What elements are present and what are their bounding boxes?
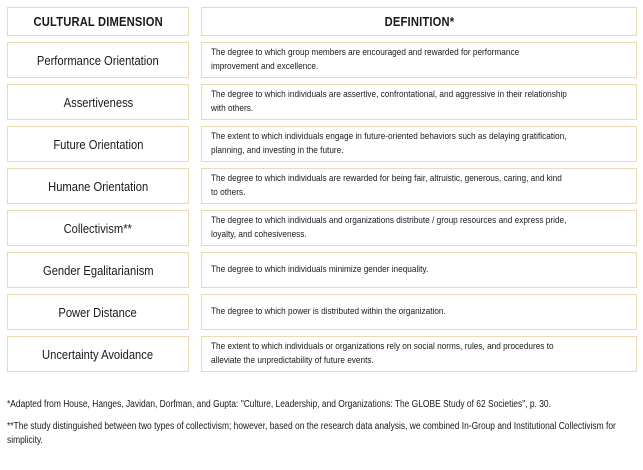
definition-text: The degree to which group members are encouraged and rewarded for performance improvement and excellence. bbox=[211, 47, 520, 72]
definition-cell bbox=[201, 42, 637, 78]
definition-text: The degree to which power is distributed within the organization. bbox=[211, 306, 446, 317]
table-row bbox=[7, 168, 637, 204]
table-row bbox=[7, 126, 637, 162]
table-row bbox=[7, 210, 637, 246]
dimension-cell bbox=[7, 336, 189, 372]
dimension-name: Collectivism** bbox=[63, 220, 133, 236]
dimension-cell bbox=[7, 42, 189, 78]
definition-cell bbox=[201, 294, 637, 330]
definition-text: The extent to which individuals engage in future-oriented behaviors such as delaying gratification, planning, and investing in the future. bbox=[211, 131, 567, 156]
header-cell-dimension bbox=[7, 7, 189, 36]
dimension-cell bbox=[7, 84, 189, 120]
dimension-cell bbox=[7, 168, 189, 204]
dimension-name: Future Orientation bbox=[52, 136, 144, 152]
footnotes bbox=[7, 398, 637, 456]
definition-text: The extent to which individuals or organizations rely on social norms, rules, and procedures to alleviate the unpredictability of future events. bbox=[211, 341, 554, 366]
definition-cell bbox=[201, 210, 637, 246]
dimension-cell bbox=[7, 252, 189, 288]
dimension-cell bbox=[7, 294, 189, 330]
table-row bbox=[7, 252, 637, 288]
table-row bbox=[7, 336, 637, 372]
definition-text: The degree to which individuals minimize gender inequality. bbox=[211, 264, 429, 275]
footnote-collectivism: **The study distinguished between two types of collectivism; however, based on the research data analysis, we combined In-Group and Institutional Collectivism for simplicity. bbox=[7, 421, 616, 446]
footnote-source: *Adapted from House, Hanges, Javidan, Dorfman, and Gupta: "Culture, Leadership, and Organizations: The GLOBE Study of 62 Societies", p. 30. bbox=[7, 399, 551, 410]
dimension-name: Gender Egalitarianism bbox=[42, 262, 154, 278]
cultural-dimensions-table bbox=[7, 7, 637, 378]
definition-cell bbox=[201, 336, 637, 372]
definition-text: The degree to which individuals are rewarded for being fair, altruistic, generous, caring, and kind to others. bbox=[211, 173, 562, 198]
dimension-name: Performance Orientation bbox=[37, 52, 159, 68]
table-row bbox=[7, 84, 637, 120]
definition-text: The degree to which individuals are assertive, confrontational, and aggressive in their relationship with others. bbox=[211, 89, 567, 114]
dimension-name: Uncertainty Avoidance bbox=[42, 346, 154, 362]
definition-cell bbox=[201, 84, 637, 120]
table-row bbox=[7, 42, 637, 78]
dimension-cell bbox=[7, 126, 189, 162]
header-cell-definition bbox=[201, 7, 637, 36]
header-dimension-label: CULTURAL DIMENSION bbox=[33, 14, 163, 29]
table-header-row bbox=[7, 7, 637, 36]
definition-cell bbox=[201, 252, 637, 288]
table-row bbox=[7, 294, 637, 330]
dimension-name: Humane Orientation bbox=[47, 178, 149, 194]
dimension-name: Assertiveness bbox=[63, 94, 133, 110]
definition-cell bbox=[201, 168, 637, 204]
header-definition-label: DEFINITION* bbox=[384, 14, 454, 29]
definition-cell bbox=[201, 126, 637, 162]
dimension-cell bbox=[7, 210, 189, 246]
dimension-name: Power Distance bbox=[58, 304, 138, 320]
definition-text: The degree to which individuals and organizations distribute / group resources and express pride, loyalty, and cohesiveness. bbox=[211, 215, 567, 240]
